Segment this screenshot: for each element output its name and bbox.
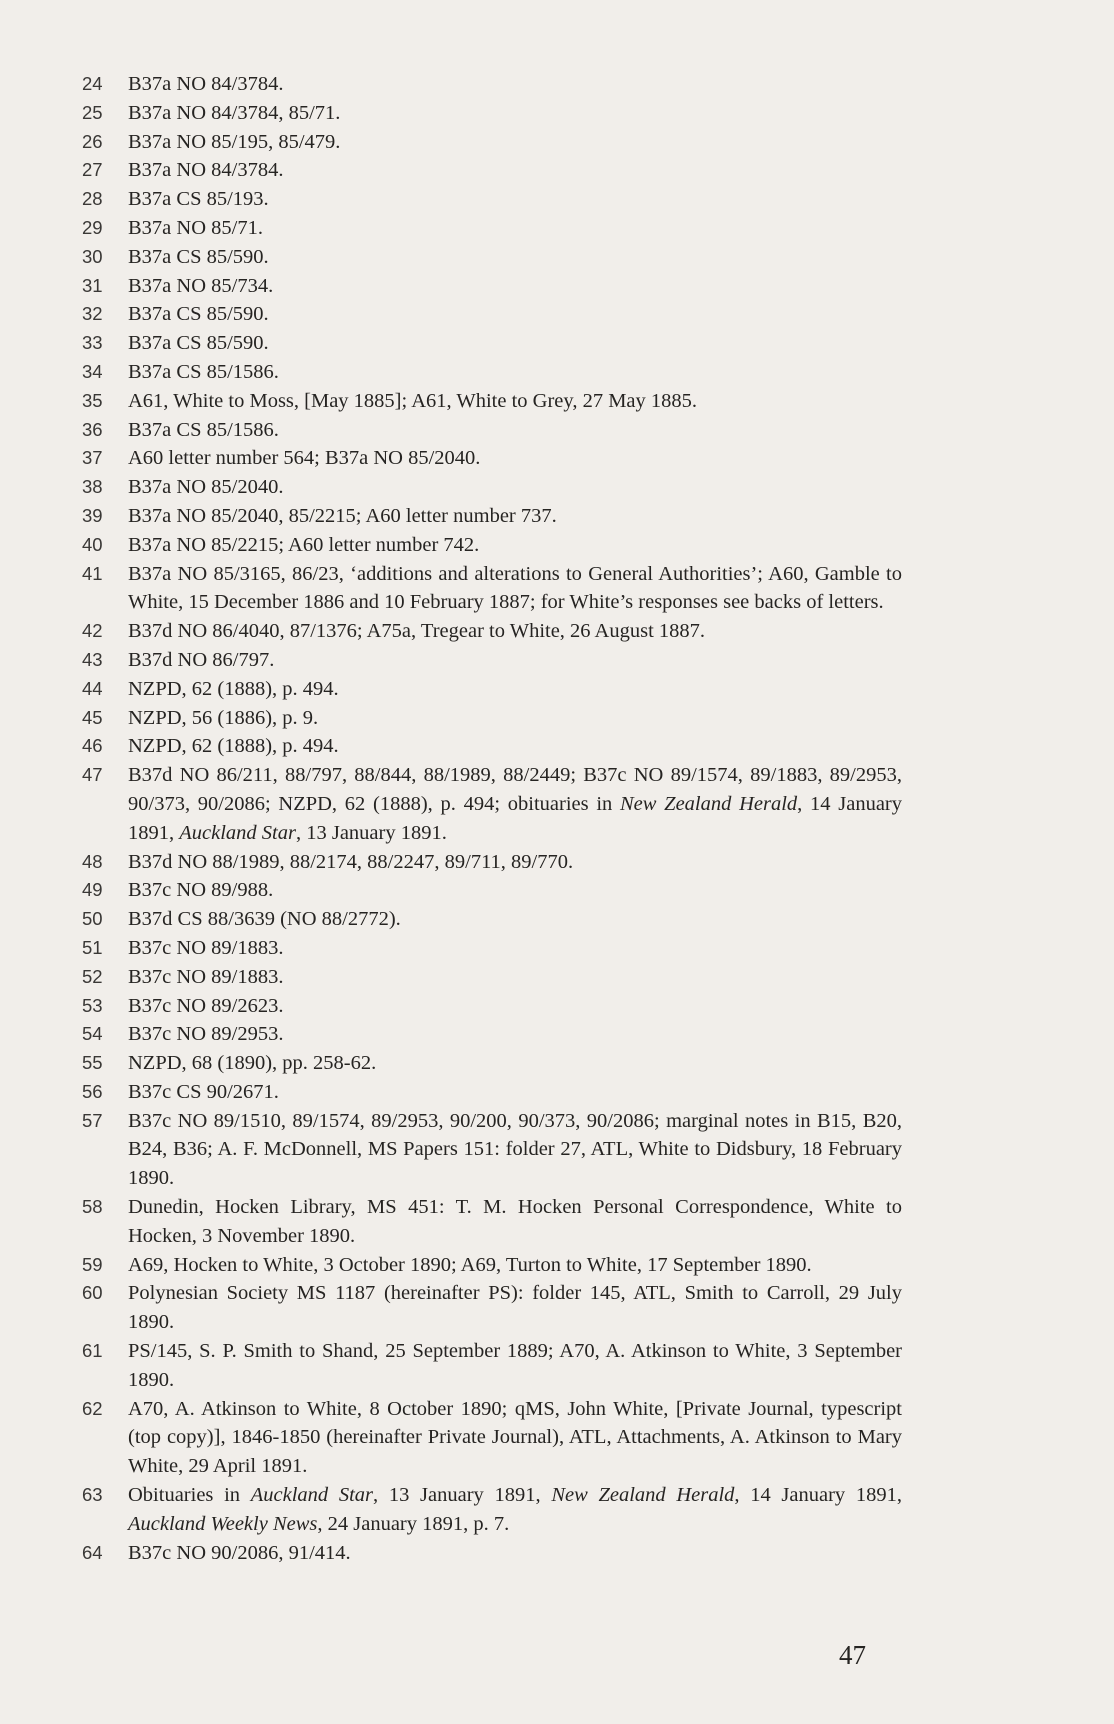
endnote-number: 62 [82, 1397, 103, 1419]
text-segment: B37c NO 89/2623. [128, 994, 284, 1017]
endnote-number: 55 [82, 1052, 103, 1074]
endnote-text [128, 934, 902, 963]
endnote-29 [82, 214, 902, 243]
text-segment: , 13 January 1891, [373, 1484, 552, 1507]
italic-title: New Zealand Herald [620, 792, 798, 815]
endnote-59 [82, 1251, 902, 1280]
endnote-36 [82, 416, 902, 445]
endnote-text [128, 617, 902, 646]
endnote-64 [82, 1539, 902, 1568]
text-segment: B37a NO 85/2040. [128, 476, 284, 499]
endnote-text [128, 1020, 902, 1049]
endnote-text [128, 761, 902, 847]
text-segment: , 14 January 1891, [128, 792, 902, 844]
text-segment: B37d NO 86/211, 88/797, 88/844, 88/1989, 88/2449; B37c NO 89/1574, 89/1883, 89/2953, 90/373, 90/2086; NZPD, 62 (1888), p. 494; obituaries in [128, 764, 902, 815]
endnote-text [128, 272, 902, 301]
endnote-40 [82, 531, 902, 560]
endnote-number: 57 [82, 1109, 103, 1131]
endnote-text [128, 646, 902, 675]
endnote-text [128, 128, 902, 157]
endnote-text [128, 214, 902, 243]
endnote-41 [82, 560, 902, 618]
endnote-number: 49 [82, 879, 103, 901]
endnote-text [128, 848, 902, 877]
endnote-number: 60 [82, 1282, 103, 1304]
endnote-text [128, 1251, 902, 1280]
text-segment: B37a NO 85/2215; A60 letter number 742. [128, 533, 480, 556]
endnote-number: 35 [82, 389, 103, 411]
endnote-38 [82, 473, 902, 502]
endnote-text [128, 416, 902, 445]
text-segment: B37d NO 86/797. [128, 648, 275, 671]
endnote-number: 54 [82, 1023, 103, 1045]
text-segment: NZPD, 56 (1886), p. 9. [128, 706, 319, 729]
endnote-58 [82, 1193, 902, 1251]
endnote-50 [82, 905, 902, 934]
endnote-number: 58 [82, 1196, 103, 1218]
endnote-text [128, 156, 902, 185]
endnote-text [128, 675, 902, 704]
endnote-text [128, 531, 902, 560]
endnote-35 [82, 387, 902, 416]
text-segment: B37c NO 89/988. [128, 879, 274, 902]
text-segment: B37a CS 85/590. [128, 332, 269, 355]
endnote-number: 56 [82, 1080, 103, 1102]
endnote-text [128, 1078, 902, 1107]
endnote-number: 39 [82, 504, 103, 526]
endnote-number: 42 [82, 620, 103, 642]
endnote-text [128, 329, 902, 358]
endnote-28 [82, 185, 902, 214]
text-segment: , 14 January 1891, [734, 1484, 903, 1507]
endnote-61 [82, 1337, 902, 1395]
text-segment: , 13 January 1891. [295, 821, 447, 844]
endnote-48 [82, 848, 902, 877]
endnote-number: 30 [82, 245, 103, 267]
endnote-text [128, 560, 902, 618]
text-segment: B37a NO 84/3784. [128, 159, 284, 182]
text-segment: B37a CS 85/1586. [128, 360, 279, 383]
endnote-number: 45 [82, 706, 103, 728]
endnote-text [128, 300, 902, 329]
endnote-text [128, 1279, 902, 1337]
endnote-text [128, 992, 902, 1021]
endnote-number: 36 [82, 418, 103, 440]
endnote-number: 29 [82, 216, 103, 238]
endnote-text [128, 358, 902, 387]
endnote-43 [82, 646, 902, 675]
endnote-51 [82, 934, 902, 963]
endnote-text [128, 473, 902, 502]
text-segment: NZPD, 62 (1888), p. 494. [128, 735, 339, 758]
endnote-number: 28 [82, 188, 103, 210]
endnote-number: 32 [82, 303, 103, 325]
italic-title: New Zealand Herald [551, 1484, 735, 1507]
endnote-text [128, 243, 902, 272]
endnote-number: 53 [82, 994, 103, 1016]
endnote-text [128, 1049, 902, 1078]
endnote-37 [82, 444, 902, 473]
text-segment: B37c NO 90/2086, 91/414. [128, 1541, 351, 1564]
text-segment: B37a NO 84/3784, 85/71. [128, 101, 341, 124]
endnote-47 [82, 761, 902, 847]
endnote-54 [82, 1020, 902, 1049]
text-segment: A60 letter number 564; B37a NO 85/2040. [128, 447, 481, 470]
text-segment: B37c NO 89/1883. [128, 936, 284, 959]
endnote-number: 48 [82, 850, 103, 872]
text-segment: PS/145, S. P. Smith to Shand, 25 September 1889; A70, A. Atkinson to White, 3 September 1890. [128, 1340, 902, 1391]
endnote-55 [82, 1049, 902, 1078]
endnote-number: 64 [82, 1541, 103, 1563]
endnote-number: 38 [82, 476, 103, 498]
text-segment: B37d NO 86/4040, 87/1376; A75a, Tregear to White, 26 August 1887. [128, 620, 706, 643]
endnote-number: 52 [82, 965, 103, 987]
endnote-number: 37 [82, 447, 103, 469]
text-segment: Dunedin, Hocken Library, MS 451: T. M. Hocken Personal Correspondence, White to Hocken, 3 November 1890. [128, 1196, 902, 1247]
endnote-text [128, 99, 902, 128]
text-segment: B37d NO 88/1989, 88/2174, 88/2247, 89/711, 89/770. [128, 850, 574, 873]
endnote-text [128, 905, 902, 934]
endnote-text [128, 444, 902, 473]
page-number: 47 [839, 1640, 866, 1670]
endnote-60 [82, 1279, 902, 1337]
endnote-32 [82, 300, 902, 329]
endnote-text [128, 1481, 902, 1539]
endnote-text [128, 1193, 902, 1251]
endnote-text [128, 185, 902, 214]
text-segment: A70, A. Atkinson to White, 8 October 1890; qMS, John White, [Private Journal, typescript (top copy)], 1846-1850 (hereinafter Private Journal), ATL, Attachments, A. Atkinson to Mary White, 29 April 1891. [128, 1397, 902, 1478]
endnote-number: 24 [82, 73, 103, 94]
endnote-text [128, 1337, 902, 1395]
endnote-text [128, 963, 902, 992]
endnote-number: 50 [82, 908, 103, 930]
endnote-57 [82, 1107, 902, 1193]
endnote-number: 33 [82, 332, 103, 354]
endnote-24 [82, 70, 902, 99]
endnote-45 [82, 704, 902, 733]
endnote-39 [82, 502, 902, 531]
text-segment: B37a CS 85/590. [128, 303, 269, 326]
endnote-text [128, 1107, 902, 1193]
endnote-42 [82, 617, 902, 646]
endnote-44 [82, 675, 902, 704]
endnote-text [128, 502, 902, 531]
endnote-number: 59 [82, 1253, 103, 1275]
endnote-number: 61 [82, 1340, 103, 1362]
text-segment: B37a NO 85/734. [128, 274, 274, 297]
text-segment: NZPD, 68 (1890), pp. 258-62. [128, 1052, 377, 1075]
text-segment: B37a NO 85/195, 85/479. [128, 130, 341, 153]
endnote-number: 46 [82, 735, 103, 757]
endnote-number: 25 [82, 101, 103, 123]
endnote-25 [82, 99, 902, 128]
endnote-53 [82, 992, 902, 1021]
italic-title: Auckland Star [179, 821, 296, 844]
endnote-number: 31 [82, 274, 103, 296]
text-segment: Polynesian Society MS 1187 (hereinafter PS): folder 145, ATL, Smith to Carroll, 29 July 1890. [128, 1282, 902, 1334]
endnote-62 [82, 1395, 902, 1481]
endnote-46 [82, 732, 902, 761]
endnote-26 [82, 128, 902, 157]
text-segment: A69, Hocken to White, 3 October 1890; A69, Turton to White, 17 September 1890. [128, 1253, 812, 1276]
text-segment: B37a NO 85/3165, 86/23, ‘additions and alterations to General Authorities’; A60, Gamble to White, 15 December 1886 and 10 February 1887; for White’s responses see backs of letters. [128, 562, 902, 614]
text-segment: B37a NO 85/71. [128, 216, 263, 239]
text-segment: A61, White to Moss, [May 1885]; A61, White to Grey, 27 May 1885. [128, 389, 698, 412]
text-segment: B37a CS 85/1586. [128, 418, 279, 441]
endnote-number: 44 [82, 677, 103, 699]
endnote-text [128, 732, 902, 761]
endnote-34 [82, 358, 902, 387]
italic-title: Auckland Weekly News [128, 1512, 318, 1535]
endnote-text [128, 704, 902, 733]
text-segment: B37d CS 88/3639 (NO 88/2772). [128, 908, 401, 931]
endnote-number: 41 [82, 562, 103, 584]
italic-title: Auckland Star [250, 1484, 374, 1507]
endnote-number: 51 [82, 936, 103, 958]
text-segment: , 24 January 1891, p. 7. [317, 1512, 510, 1535]
endnote-30 [82, 243, 902, 272]
text-segment: B37c NO 89/1510, 89/1574, 89/2953, 90/200, 90/373, 90/2086; marginal notes in B15, B20, B24, B36; A. F. McDonnell, MS Papers 151: folder 27, ATL, White to Didsbury, 18 February 1890. [128, 1109, 902, 1190]
endnote-number: 43 [82, 648, 103, 670]
text-segment: B37a NO 84/3784. [128, 73, 284, 95]
endnote-text [128, 1395, 902, 1481]
endnote-number: 40 [82, 533, 103, 555]
endnote-text [128, 387, 902, 416]
endnote-text [128, 876, 902, 905]
text-segment: B37c NO 89/1883. [128, 965, 284, 988]
endnote-number: 63 [82, 1484, 103, 1506]
text-segment: B37a CS 85/193. [128, 188, 269, 211]
endnote-text [128, 70, 902, 99]
endnotes-list [82, 70, 902, 1567]
text-segment: Obituaries in [128, 1484, 251, 1507]
endnote-number: 26 [82, 130, 103, 152]
endnote-56 [82, 1078, 902, 1107]
endnote-31 [82, 272, 902, 301]
text-segment: B37a NO 85/2040, 85/2215; A60 letter number 737. [128, 504, 557, 527]
endnote-33 [82, 329, 902, 358]
endnote-49 [82, 876, 902, 905]
endnote-52 [82, 963, 902, 992]
endnote-63 [82, 1481, 902, 1539]
text-segment: NZPD, 62 (1888), p. 494. [128, 677, 339, 700]
endnote-27 [82, 156, 902, 185]
endnote-text [128, 1539, 902, 1568]
text-segment: B37c CS 90/2671. [128, 1080, 279, 1103]
endnote-number: 34 [82, 360, 103, 382]
endnote-number: 27 [82, 159, 103, 181]
text-segment: B37c NO 89/2953. [128, 1023, 284, 1046]
text-segment: B37a CS 85/590. [128, 245, 269, 268]
endnote-number: 47 [82, 764, 103, 786]
